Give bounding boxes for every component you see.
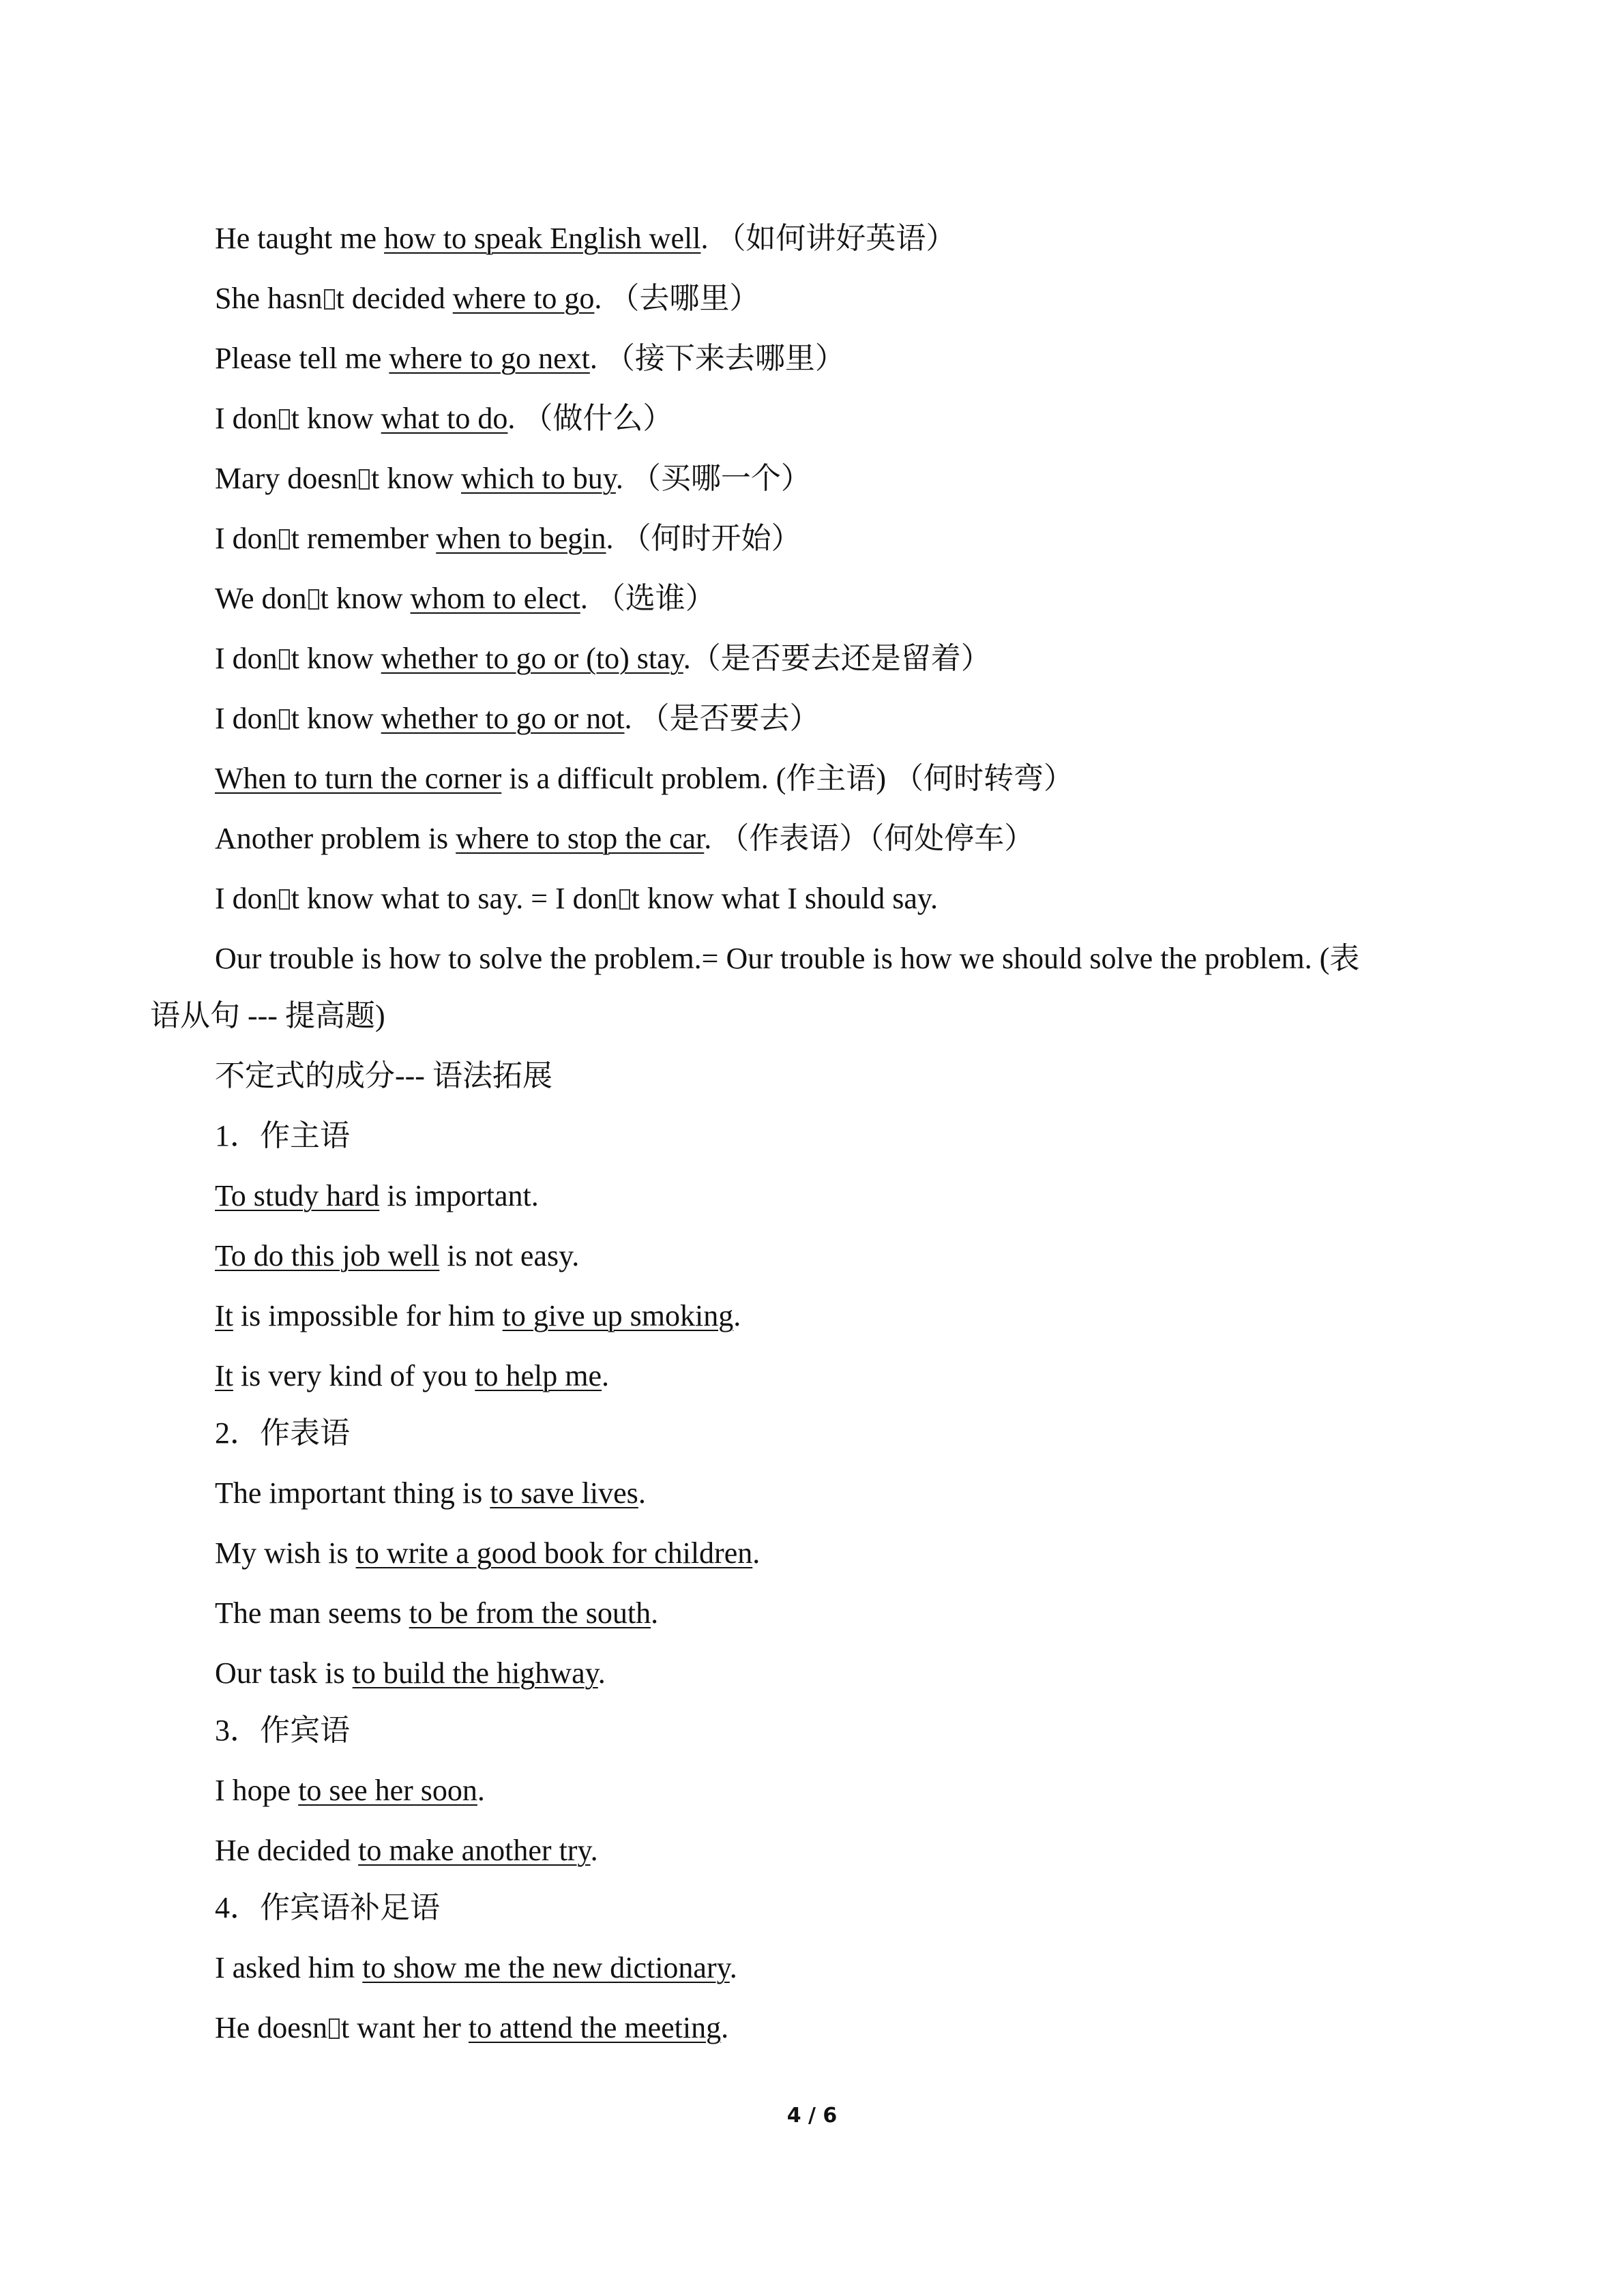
text-line [215, 580, 715, 618]
text-run: Please tell me [215, 342, 389, 375]
text-line [215, 1534, 760, 1572]
text-run: 语从句 --- 提高题) [150, 999, 385, 1032]
text-run: t know [291, 642, 381, 675]
text-line [215, 280, 759, 318]
text-line [215, 700, 819, 738]
text-line [215, 1772, 485, 1810]
text-run: is impossible for him [233, 1299, 503, 1332]
text-line [215, 340, 845, 378]
text-line [215, 460, 811, 498]
text-line [215, 820, 1034, 858]
text-run: I hope [215, 1774, 299, 1807]
text-line [215, 1654, 606, 1693]
text-run: . （接下来去哪里） [589, 342, 845, 375]
underlined-phrase: to be from the south [409, 1596, 651, 1630]
underlined-phrase: to see her soon [298, 1774, 477, 1807]
text-run: t remember [291, 522, 437, 555]
text-run: . [752, 1536, 761, 1570]
text-run: . [638, 1476, 646, 1510]
underlined-phrase: to write a good book for children [355, 1536, 753, 1570]
text-line [150, 997, 385, 1035]
text-run: is a difficult problem. (作主语) （何时转弯） [501, 762, 1074, 795]
text-run: is very kind of you [233, 1359, 475, 1392]
missing-glyph-box [279, 889, 290, 910]
underlined-phrase: whether to go or (to) stay [381, 642, 683, 675]
underlined-phrase: to save lives [490, 1476, 638, 1510]
text-run: .（是否要去还是留着） [683, 642, 991, 675]
text-line [215, 640, 991, 678]
text-run: I asked him [215, 1951, 363, 1984]
text-run: t know [320, 582, 411, 615]
text-run: 2．作表语 [215, 1416, 350, 1450]
text-line [215, 1057, 552, 1095]
underlined-phrase: It [215, 1359, 233, 1392]
text-line [215, 940, 1359, 978]
underlined-phrase: It [215, 1299, 233, 1332]
underlined-phrase: to help me [475, 1359, 602, 1392]
underlined-phrase: whom to elect [410, 582, 580, 615]
text-run: I don [215, 522, 278, 555]
text-run: 不定式的成分--- 语法拓展 [215, 1059, 552, 1092]
underlined-phrase: To study hard [215, 1179, 380, 1212]
text-line [215, 2009, 728, 2047]
text-line [215, 1177, 539, 1215]
text-run: . [590, 1834, 598, 1867]
text-run: . （何时开始） [606, 522, 801, 555]
underlined-phrase: what to do [381, 402, 508, 435]
text-run: He decided [215, 1834, 359, 1867]
text-run: Another problem is [215, 822, 456, 855]
text-run: I don [215, 402, 278, 435]
text-run: . [721, 2011, 729, 2044]
text-run: t know what I should say. [631, 882, 938, 915]
text-line [215, 520, 801, 558]
text-run: t know [291, 402, 381, 435]
text-run: He taught me [215, 222, 385, 255]
missing-glyph-box [324, 289, 335, 310]
text-line [215, 220, 956, 258]
text-line [215, 1297, 741, 1335]
text-run: . （作表语）（何处停车） [704, 822, 1035, 855]
text-run: My wish is [215, 1536, 356, 1570]
text-line [215, 1712, 350, 1750]
text-run: t want her [340, 2011, 469, 2044]
text-line [215, 1832, 598, 1870]
missing-glyph-box [279, 529, 290, 550]
text-run: I don [215, 642, 278, 675]
underlined-phrase: which to buy [460, 462, 616, 495]
underlined-phrase: When to turn the corner [215, 762, 502, 795]
text-line [215, 880, 938, 918]
text-line [215, 1474, 646, 1512]
text-run: . （选谁） [580, 582, 715, 615]
underlined-phrase: to attend the meeting [468, 2011, 722, 2044]
underlined-phrase: where to go [452, 282, 595, 315]
text-run: . （做什么） [507, 402, 673, 435]
missing-glyph-box [279, 409, 290, 430]
text-run: . [733, 1299, 741, 1332]
text-line [215, 1594, 658, 1632]
underlined-phrase: how to speak English well [384, 222, 701, 255]
missing-glyph-box [279, 709, 290, 730]
underlined-phrase: To do this job well [215, 1239, 440, 1272]
text-run: t know what to say. = I don [291, 882, 618, 915]
text-run: Mary doesn [215, 462, 357, 495]
text-run: 1．作主语 [215, 1119, 350, 1152]
underlined-phrase: whether to go or not [381, 702, 625, 735]
underlined-phrase: to make another try [358, 1834, 591, 1867]
text-run: He doesn [215, 2011, 327, 2044]
underlined-phrase: when to begin [436, 522, 606, 555]
text-run: . （如何讲好英语） [700, 222, 956, 255]
text-run: t know [370, 462, 461, 495]
missing-glyph-box [279, 649, 290, 670]
text-run: . （去哪里） [594, 282, 760, 315]
text-run: I don [215, 702, 278, 735]
text-run: . [729, 1951, 737, 1984]
underlined-phrase: where to stop the car [456, 822, 705, 855]
text-run: . （买哪一个） [615, 462, 811, 495]
missing-glyph-box [619, 889, 630, 910]
text-run: is not easy. [439, 1239, 580, 1272]
text-run: is important. [379, 1179, 539, 1212]
text-run: . [477, 1774, 485, 1807]
text-line [215, 1117, 350, 1155]
text-run: 4．作宾语补足语 [215, 1891, 440, 1924]
underlined-phrase: to give up smoking [502, 1299, 734, 1332]
text-run: t know [291, 702, 381, 735]
underlined-phrase: to build the highway [352, 1656, 598, 1690]
text-run: The man seems [215, 1596, 409, 1630]
text-line [215, 760, 1074, 798]
text-run: Our trouble is how to solve the problem.= Our trouble is how we should solve the problem. (表 [215, 942, 1360, 975]
text-run: . [597, 1656, 606, 1690]
text-run: t decided [336, 282, 453, 315]
text-run: Our task is [215, 1656, 353, 1690]
text-run: The important thing is [215, 1476, 490, 1510]
text-line [215, 1414, 350, 1452]
text-run: We don [215, 582, 307, 615]
text-run: 3．作宾语 [215, 1714, 350, 1747]
page-number: 4 / 6 [786, 2104, 838, 2128]
text-run: . （是否要去） [624, 702, 820, 735]
missing-glyph-box [359, 469, 370, 490]
text-line [215, 1237, 579, 1275]
text-run: . [602, 1359, 610, 1392]
text-line [215, 1357, 609, 1395]
text-line [215, 1949, 737, 1987]
text-run: I don [215, 882, 278, 915]
underlined-phrase: to show me the new dictionary [362, 1951, 730, 1984]
text-run: She hasn [215, 282, 323, 315]
underlined-phrase: where to go next [389, 342, 590, 375]
text-line [215, 1889, 440, 1927]
missing-glyph-box [329, 2018, 340, 2039]
missing-glyph-box [308, 589, 319, 610]
text-line [215, 400, 673, 438]
text-run: . [651, 1596, 659, 1630]
